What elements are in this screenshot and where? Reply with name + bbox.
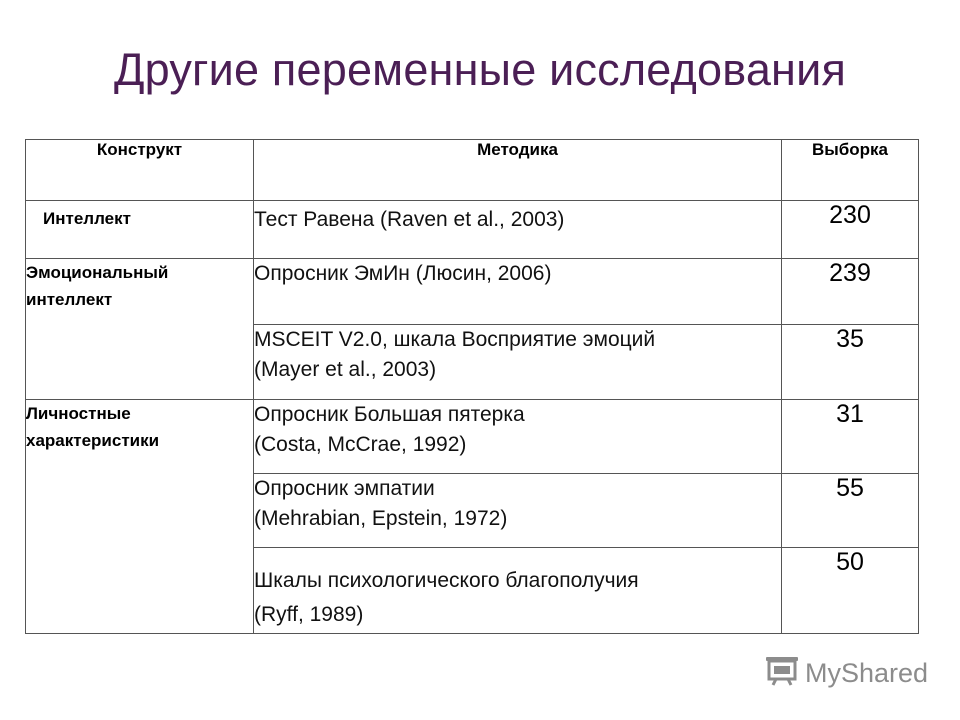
method-line: Опросник Большая пятерка [254, 403, 525, 426]
method-line: (Mehrabian, Epstein, 1972) [254, 507, 508, 530]
method-line: Тест Равена (Raven et al., 2003) [254, 208, 565, 231]
table-row [26, 259, 919, 325]
watermark-logo [764, 654, 928, 693]
header-sample: Выборка [782, 140, 919, 201]
sample-cell: 230 [782, 201, 919, 259]
page-title: Другие переменные исследования [113, 44, 847, 95]
construct-cell: Интеллект [26, 201, 254, 259]
sample-cell: 35 [782, 325, 919, 400]
variables-table [25, 139, 919, 634]
construct-cell: Личностные характеристики [26, 400, 254, 634]
header-method: Методика [254, 140, 782, 201]
method-line: (Ryff, 1989) [254, 603, 364, 626]
method-cell [254, 259, 782, 325]
method-line: (Mayer et al., 2003) [254, 358, 437, 381]
table-row [26, 400, 919, 474]
projector-logo-icon [764, 654, 805, 693]
sample-cell: 55 [782, 474, 919, 548]
method-cell [254, 400, 782, 474]
method-line: MSCEIT V2.0, шкала Восприятие эмоций [254, 328, 656, 351]
sample-cell: 31 [782, 400, 919, 474]
sample-cell: 50 [782, 548, 919, 634]
method-line: Опросник эмпатии [254, 477, 435, 500]
watermark-text: MyShared [805, 658, 929, 688]
construct-cell: Эмоциональный интеллект [26, 259, 254, 400]
method-line: Шкалы психологического благополучия [254, 569, 639, 592]
method-cell [254, 201, 782, 259]
method-line: (Costa, McCrae, 1992) [254, 433, 467, 456]
table-row [26, 201, 919, 259]
method-cell [254, 325, 782, 400]
method-cell [254, 548, 782, 634]
sample-cell: 239 [782, 259, 919, 325]
header-construct: Конструкт [26, 140, 254, 201]
table-header-row [26, 140, 919, 201]
method-cell [254, 474, 782, 548]
method-line: Опросник ЭмИн (Люсин, 2006) [254, 262, 552, 285]
